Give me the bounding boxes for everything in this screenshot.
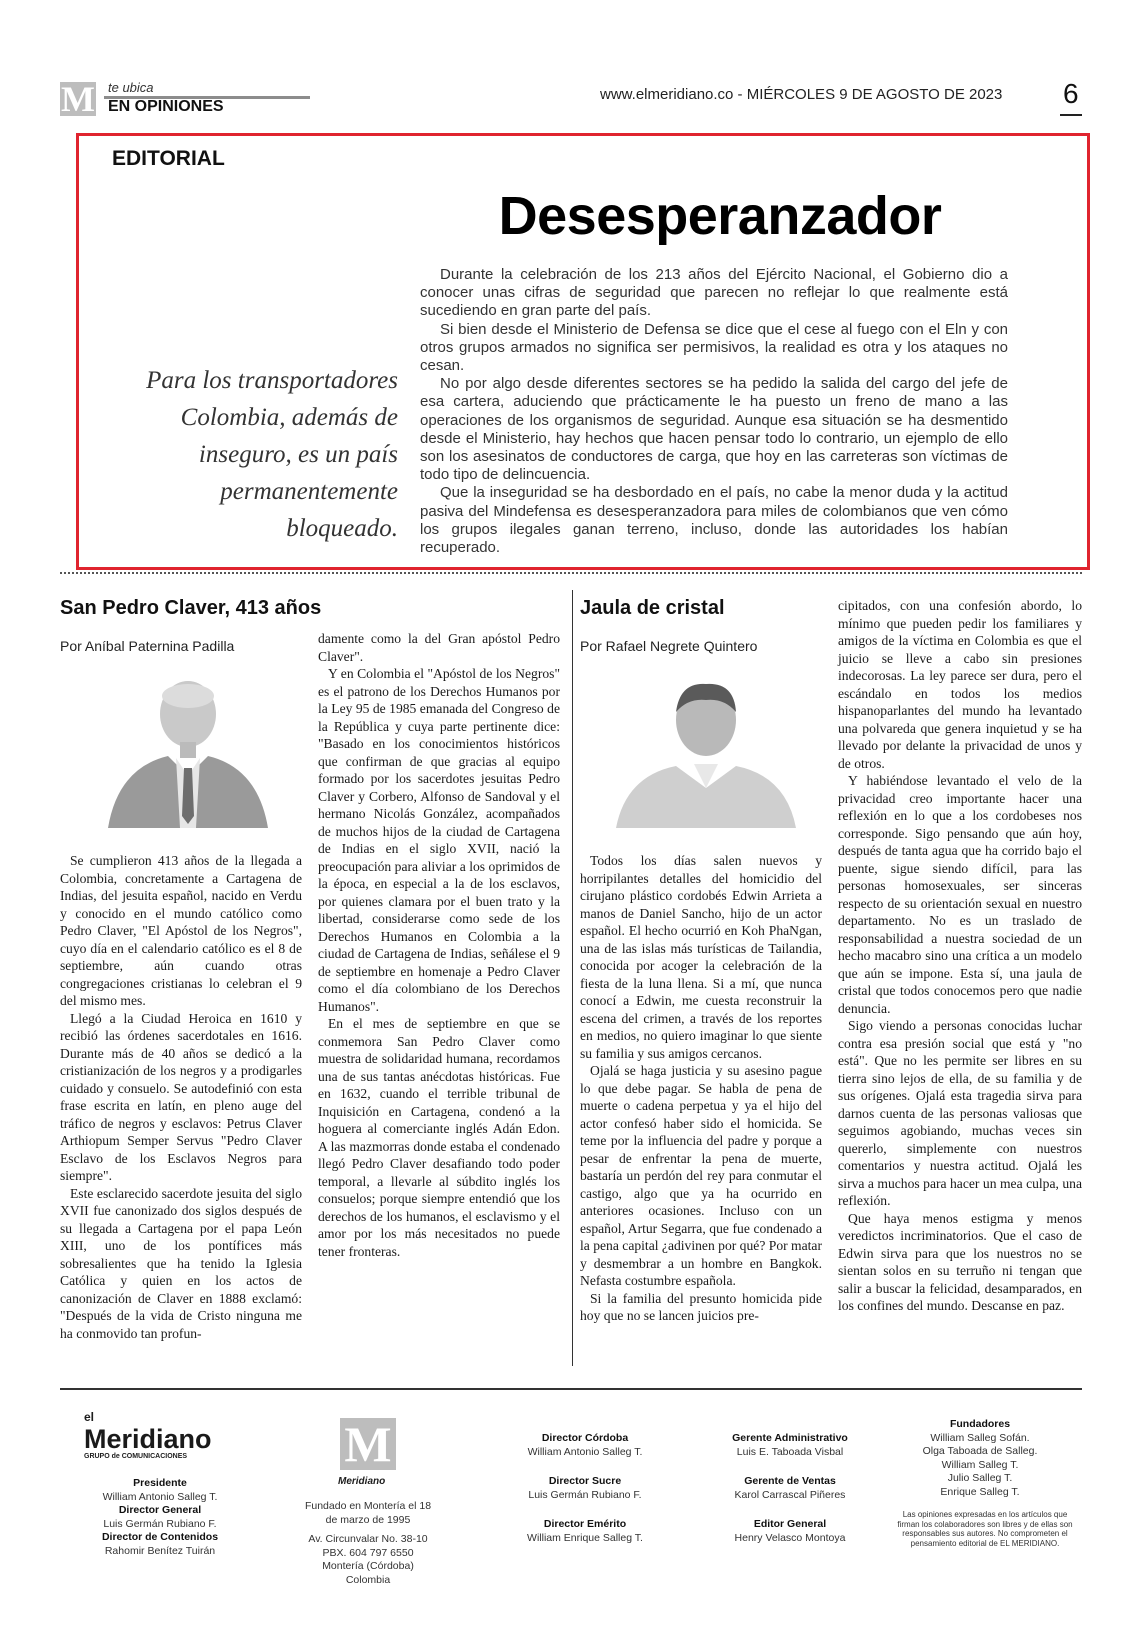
brand-logo: Meridiano: [84, 1424, 212, 1454]
article-byline: Por Aníbal Paternina Padilla: [60, 638, 235, 654]
staff-label: Gerente Administrativo: [732, 1432, 848, 1444]
footer-founders: [900, 1418, 1060, 1499]
founder-name: William Salleg Sofán.: [930, 1431, 1030, 1444]
founded-note: Fundado en Montería el 18 de marzo de 1995: [304, 1500, 432, 1526]
staff-name: Karol Carrascal Piñeres: [734, 1488, 846, 1501]
article-title: Jaula de cristal: [580, 597, 725, 619]
page-number: 6: [1063, 78, 1079, 109]
address-line: PBX. 604 797 6550: [322, 1546, 414, 1559]
staff-label: Director de Contenidos: [101, 1531, 219, 1543]
staff-label: Gerente de Ventas: [744, 1475, 836, 1487]
footer-logo-name: Meridiano: [338, 1476, 386, 1487]
staff-name: Luis Germán Rubiano F.: [528, 1488, 642, 1501]
staff-name: William Antonio Salleg T.: [102, 1490, 218, 1503]
footer-directors: [505, 1432, 665, 1545]
staff-name: William Enrique Salleg T.: [527, 1531, 643, 1544]
staff-name: Luis E. Taboada Visbal: [736, 1445, 844, 1458]
staff-name: Rahomir Benítez Tuirán: [104, 1544, 216, 1557]
staff-label: Director Córdoba: [541, 1432, 629, 1444]
article-paragraph: En el mes de septiembre en que se conmemora San Pedro Claver como muestra de solidaridad humana, recordamos una de sus tantas anécdotas históricas. Fue en 1632, cuando el terrible tribunal de Inquisición en Cartagena, condenó a la hoguera al comerciante inglés Adán Edon. A las mazmorras donde estaba el condenado llegó Pedro Claver desafiando todo poder temporal, a llevarle al súbdito inglés los consuelos; porque siempre entendió que los derechos de los humanos, el esclavismo y el amor por los más necesitados no puede tener fronteras.: [318, 1016, 560, 1259]
editorial-title: Desesperanzador: [498, 186, 942, 246]
footer-brand: [84, 1410, 264, 1460]
editorial-body: [420, 266, 1008, 557]
author-photo: [616, 676, 796, 828]
article-paragraph: Y habiéndose levantado el velo de la privacidad creo importante hacer una reflexión en lo que a los cordobeses nos corresponde. Sigo pensando que aún hoy, después de tanta agua que ha corrido bajo el puente, sigue siendo difícil, para las personas homosexuales, ser sinceras respecto de su orientación sexual en nuestro departamento. No es un traslado de responsabilidad a nuestra sociedad de un hecho macabro sino una crítica a un modelo que aún se impone. Esta sí, una jaula de cristal que todos conocemos pero que nadie denuncia.: [838, 773, 1082, 1016]
author-photo: [98, 676, 278, 828]
brand-subtitle: GRUPO de COMUNICACIONES: [84, 1453, 188, 1460]
article-paragraph: Ojalá se haga justicia y su asesino pague lo que debe pagar. Se habla de pena de muerte o cadena perpetua y ya el hijo del actor confesó haber sido el homicida. Se teme por la influencia del padre y porque a pesar de enfrentar la pena de muerte, bastaría un perdón del rey para conmutar el castigo, algo que ya ha ocurrido en anteriores ocasiones. Incluso con un español, Artur Segarra, que fue condenado a la pena capital ¿adivinen por qué? Por matar y desmembrar a un hombre en Bangkok. Nefasta costumbre española.: [580, 1063, 822, 1288]
founder-name: Enrique Salleg T.: [940, 1485, 1020, 1498]
article-byline: Por Rafael Negrete Quintero: [580, 638, 758, 654]
article-paragraph: Este esclarecido sacerdote jesuita del siglo XVII fue canonizado dos siglos después de su llegada a Cartagena por el papa León XIII, uno de los pontífices más sobresalientes que ha tenido la Iglesia Católica y quien en los actos de canonización de Claver en 1888 exclamó: "Después de la vida de Cristo ninguna me ha conmovido tan profun-: [60, 1185, 302, 1341]
footer-address: [300, 1500, 436, 1587]
staff-label: Fundadores: [949, 1418, 1011, 1430]
article-paragraph: Llegó a la Ciudad Heroica en 1610 y recibió las órdenes sacerdotales en 1616. Durante más de 40 años se dedicó a la cristianización de los negros y a prodigarles cuidado y consuelo. Se autodefinió con esta frase escrita en latín, en pleno auge del tráfico de negros y esclavos: Petrus Claver Arthiopum Semper Servus "Pedro Claver Esclavo de los Esclavos Negros para siempre".: [60, 1010, 302, 1183]
editorial-paragraph: No por algo desde diferentes sectores se ha pedido la salida del cargo del jefe de esa cartera, aduciendo que prácticamente le ha puesto un freno de mano a las operaciones de los organismos de seguridad. Aunque esa situación se ha desmentido desde el Ministerio, hay hechos que hacen pensar todo lo contrario, un ejemplo de ello son los asesinatos de conductores de carga, que hoy en las carreteras son víctimas de todo tipo de delincuencia.: [420, 375, 1008, 484]
staff-label: Presidente: [133, 1477, 187, 1489]
editorial-label: EDITORIAL: [112, 147, 225, 170]
address-line: Av. Circunvalar No. 38-10: [308, 1533, 428, 1545]
editorial-paragraph: Durante la celebración de los 213 años del Ejército Nacional, el Gobierno dio a conocer unas cifras de seguridad que parecen no reflejar lo que realmente está sucediendo en gran parte del país.: [420, 266, 1008, 320]
article-paragraph: Si la familia del presunto homicida pide hoy que no se lancen juicios pre-: [580, 1290, 822, 1323]
editorial-paragraph: Que la inseguridad se ha desbordado en el país, no cabe la menor duda y la actitud pasiva del Mindefensa es desesperanzadora para miles de colombianos que ven cómo los grupos ilegales ganan terreno, incluso, donde las autoridades los habían recuperado.: [420, 484, 1008, 557]
footer-disclaimer: Las opiniones expresadas en los artículos que firman los colaboradores son libres y de ellas son responsables sus autores. No comprometen el pensamiento editorial de EL MERIDIANO.: [897, 1510, 1073, 1548]
staff-name: William Antonio Salleg T.: [527, 1445, 643, 1458]
article-paragraph: Sigo viendo a personas conocidas luchar contra esa presión social que está y "no está". Que no les permite ser libres en su tierra sino lejos de ella, de su familia y de sus orígenes. Ojalá esta tragedia sirva para darnos cuenta de las personas valiosas que seguimos agobiando, muchas veces sin quererlo, simplemente con nuestros comentarios y nuestra actitud. Ojalá les sirva a muchos para hacer un mea culpa, una reflexión.: [838, 1018, 1082, 1208]
article-paragraph: Y en Colombia el "Apóstol de los Negros" es el patrono de los Derechos Humanos por la Ley 95 de 1985 emanada del Congreso de la República y cuya parte pertinente dice: "Basado en los conocimientos históricos que confirman de que gracias al equipo formado por los sacerdotes jesuitas Pedro Claver y Corbero, Alfonso de Sandoval y el hermano Nicolás González, acompañados de muchos hijos de la ciudad de Cartagena de Indias en el siglo XVII, nació la preocupación para aliviar a los oprimidos de la época, en especial a la de los esclavos, por quienes clamara por el buen trato y la libertad, considerarse como sede de los Derechos Humanos en Colombia a la ciudad de Cartagena de Indias, señálese el 9 de septiembre en homenaje a Pedro Claver como el día colombiano de los Derechos Humanos".: [318, 666, 560, 1014]
founder-name: William Salleg T.: [941, 1458, 1019, 1471]
editorial-paragraph: Si bien desde el Ministerio de Defensa se dice que el cese al fuego con el Eln y con otros grupos armados no significa ser permisivos, la realidad es otra y los ataques no cesan.: [420, 320, 1008, 375]
section-name: EN OPINIONES: [108, 98, 224, 115]
footer-rule: [60, 1388, 1082, 1390]
article-paragraph: Se cumplieron 413 años de la llegada a Colombia, concretamente a Cartagena de Indias, del jesuita español, nacido en Verdu y conocido en el mundo católico como Pedro Claver, "El Apóstol de los Negros", cuyo día en el calendario católico es el 8 de septiembre, aún cuando otras congregaciones cristianas lo celebran el 9 del mismo mes.: [60, 853, 302, 1008]
brand-small: el: [84, 1410, 95, 1424]
page-number-underline: [1060, 114, 1082, 116]
staff-name: Luis Germán Rubiano F.: [103, 1517, 217, 1530]
section-tagline: te ubica: [108, 80, 154, 95]
dotted-divider: [60, 572, 1082, 574]
founder-name: Olga Taboada de Salleg.: [922, 1445, 1038, 1457]
article-paragraph: damente como la del Gran apóstol Pedro Claver".: [318, 631, 560, 664]
address-line: Montería (Córdoba) Colombia: [322, 1560, 414, 1586]
article-paragraph: cipitados, con una confesión abordo, lo mínimo que pueden pedir los familiares y amigos de la víctima en Colombia es que el juicio se lleve a cabo sin presiones indecorosas. La ley parece ser dura, pero el escándalo en todos los medios hispanoparlantes del mundo ha levantado una polvareda que genera inquietud y se ha llevado por delante la privacidad de unos y de otros.: [838, 598, 1082, 771]
staff-label: Editor General: [753, 1518, 827, 1530]
footer-staff-left: [60, 1477, 260, 1558]
header-date: www.elmeridiano.co - MIÉRCOLES 9 DE AGOSTO DE 2023: [600, 86, 1003, 103]
footer-managers: [710, 1432, 870, 1545]
article-column: [60, 852, 302, 1342]
article-paragraph: Todos los días salen nuevos y horripilantes detalles del homicidio del cirujano plástico cordobés Edwin Arrieta a manos de Daniel Sancho, hijo de un actor español. El hecho ocurrió en Koh PhaNgan, una de las islas más turísticas de Tailandia, conocida por acoger la celebración de la fiesta de la luna llena. Si a mí, que nunca conocí a Edwin, me cuesta reconstruir la escena del crimen, a través de los reportes en medios, no quiero imaginar lo que siente su familia y sus amigos cercanos.: [580, 853, 822, 1061]
staff-name: Henry Velasco Montoya: [734, 1531, 846, 1544]
article-column: [580, 852, 822, 1325]
pull-quote: Para los transportadores Colombia, además de inseguro, es un país permanentemente bloqueado.: [146, 367, 398, 542]
staff-label: Director Emérito: [543, 1518, 627, 1530]
staff-label: Director General: [118, 1504, 202, 1516]
column-divider: [572, 590, 573, 1366]
article-column: [318, 630, 560, 1260]
article-column: [838, 597, 1082, 1315]
article-title: San Pedro Claver, 413 años: [60, 597, 322, 619]
founder-name: Julio Salleg T.: [947, 1472, 1013, 1484]
section-logo: M: [61, 79, 95, 119]
staff-label: Director Sucre: [548, 1475, 622, 1487]
footer-logo-mark: M: [340, 1418, 396, 1470]
article-paragraph: Que haya menos estigma y menos veredictos incriminatorios. Que el caso de Edwin sirva para que los nuestros no se sientan solos en su terruño ni tengan que salir a buscar la felicidad, desamparados, en los confines del mundo. Descanse en paz.: [838, 1210, 1082, 1313]
